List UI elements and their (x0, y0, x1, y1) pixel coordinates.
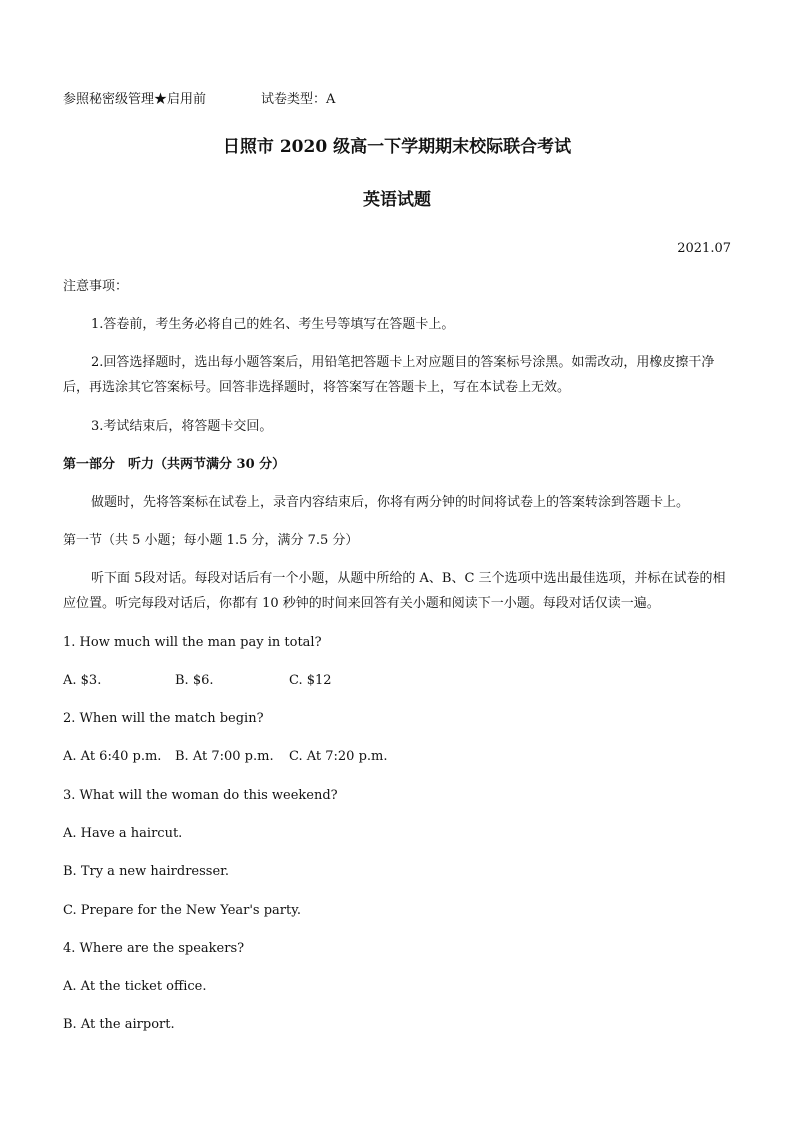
note-item-3: 3.考试结束后，将答题卡交回。 (91, 419, 273, 434)
question-stem: 1. How much will the man pay in total? (63, 635, 322, 650)
question-option: B. Try a new hairdresser. (63, 864, 230, 879)
question-option: B. $6. (175, 673, 214, 688)
note-item-1: 1.答卷前，考生务必将自己的姓名、考生号等填写在答题卡上。 (91, 317, 455, 332)
paper-type: 试卷类型：A (261, 92, 336, 107)
part1-instruction: 做题时，先将答案标在试卷上，录音内容结束后，你将有两分钟的时间将试卷上的答案转涂到答题卡上。 (91, 495, 690, 510)
notes-heading: 注意事项： (63, 279, 129, 294)
question-option: B. At the airport. (63, 1017, 175, 1032)
note-item-2: 2.回答选择题时，选出每小题答案后，用铅笔把答题卡上对应题目的答案标号涂黑。如需改动，用橡皮擦干净后，再选涂其它答案标号。回答非选择题时，将答案写在答题卡上，写在本试卷上无效。 (63, 355, 715, 395)
question-option: A. At the ticket office. (63, 979, 207, 994)
question-option: A. $3. (63, 673, 102, 688)
question-option: C. At 7:20 p.m. (289, 749, 388, 764)
question-option: A. At 6:40 p.m. (63, 749, 162, 764)
question-stem: 4. Where are the speakers? (63, 941, 245, 956)
question-stem: 3. What will the woman do this weekend? (63, 788, 338, 803)
section1-heading: 第一节（共 5 小题；每小题 1.5 分，满分 7.5 分） (63, 533, 359, 548)
question-stem: 2. When will the match begin? (63, 711, 264, 726)
section1-instruction: 听下面 5段对话。每段对话后有一个小题，从题中所给的 A、B、C 三个选项中选出最佳选项，并标在试卷的相应位置。听完每段对话后，你都有 10 秒钟的时间来回答有关小题和阅读下一小题。每段对话仅读一遍。 (63, 571, 726, 611)
question-option: A. Have a haircut. (63, 826, 183, 841)
page-title: 日照市 2020 级高一下学期期末校际联合考试 (222, 137, 572, 157)
question-option: C. Prepare for the New Year's party. (63, 903, 301, 918)
question-option: B. At 7:00 p.m. (175, 749, 274, 764)
exam-date: 2021.07 (677, 241, 731, 256)
confidential-note: 参照秘密级管理★启用前 (63, 92, 207, 107)
part1-heading: 第一部分 听力（共两节满分 30 分） (63, 457, 286, 472)
question-option: C. $12 (289, 673, 332, 688)
page-subtitle: 英语试题 (363, 190, 431, 210)
